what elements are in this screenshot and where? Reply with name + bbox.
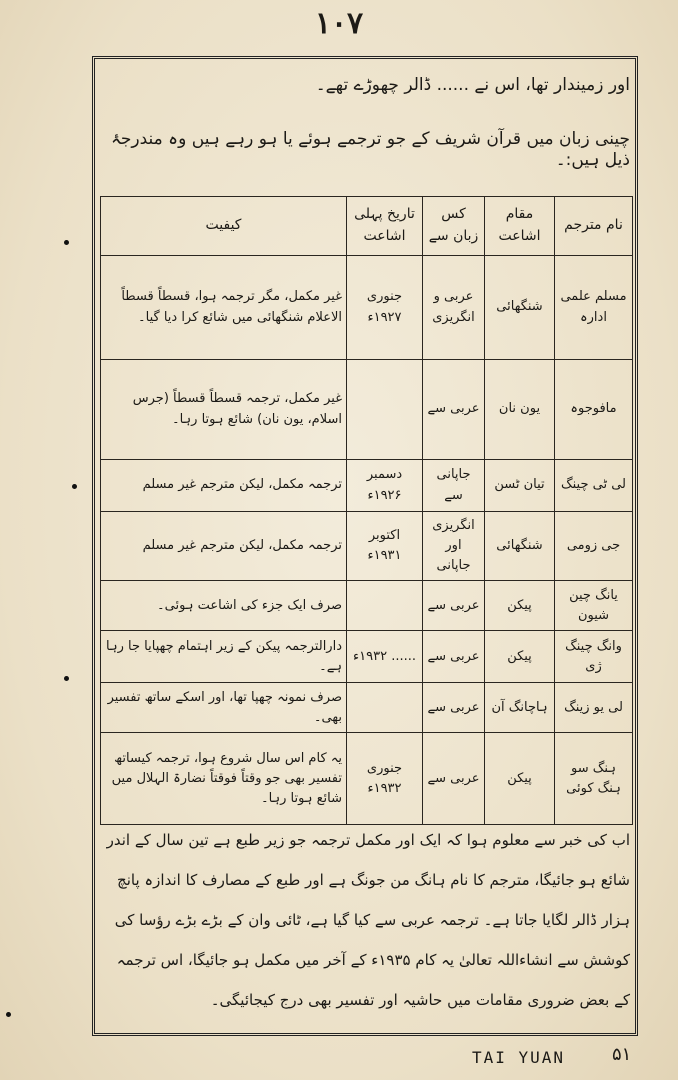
cell-place: یون نان <box>485 360 555 460</box>
header-publication-place: مقام اشاعت <box>485 197 555 256</box>
cell-remarks: یہ کام اس سال شروع ہوا، ترجمہ کیساتھ تفسیر بھی جو وقتاً فوقتاً نضارۃ الہلال میں شائع ہوتا رہا۔ <box>101 733 347 825</box>
cell-remarks: غیر مکمل، ترجمہ قسطاً قسطاً (جرس اسلام، یون نان) شائع ہوتا رہا۔ <box>101 360 347 460</box>
header-source-language: کس زبان سے <box>423 197 485 256</box>
cell-place: شنگھائی <box>485 256 555 360</box>
cell-language: جاپانی سے <box>423 460 485 512</box>
table-row <box>101 460 633 512</box>
table-header-row <box>101 197 633 256</box>
ink-dot <box>72 484 77 489</box>
intro-line-1: اور زمیندار تھا، اس نے ...... ڈالر چھوڑے تھے۔ <box>315 75 630 95</box>
cell-remarks: دارالترجمہ پیکن کے زیر اہتمام چھپایا جا رہا ہے۔ <box>101 631 347 683</box>
page-footer <box>0 1040 678 1070</box>
cell-date <box>347 683 423 733</box>
cell-date: ...... ۱۹۳۲ء <box>347 631 423 683</box>
cell-translator: وانگ چینگ ژی <box>555 631 633 683</box>
cell-language: انگریزی اور جاپانی <box>423 512 485 581</box>
cell-date: جنوری ۱۹۲۷ء <box>347 256 423 360</box>
cell-remarks: غیر مکمل، مگر ترجمہ ہوا، قسطاً قسطاً الاعلام شنگھائی میں شائع کرا دیا گیا۔ <box>101 256 347 360</box>
table-row <box>101 631 633 683</box>
cell-translator: مافوجوہ <box>555 360 633 460</box>
table-row <box>101 683 633 733</box>
page-number: ۱۰۷ <box>314 6 364 41</box>
ink-dot <box>6 1012 11 1017</box>
cell-remarks: صرف ایک جزء کی اشاعت ہوئی۔ <box>101 581 347 631</box>
footer-number: ۵۱ <box>612 1044 632 1065</box>
footnote-paragraph: اب کی خبر سے معلوم ہوا کہ ایک اور مکمل ترجمہ جو زیر طبع ہے تین سال کے اندر شائع ہو جائیگا، مترجم کا نام ہانگ من جونگ ہے اور طبع کے مصارف کا اندازہ پانچ ہزار ڈالر لگایا جاتا ہے۔ ترجمہ عربی سے کیا گیا ہے، ٹائی وان کے بڑے بڑے رؤسا کی کوشش سے انشاءاللہ تعالیٰ یہ کام ۱۹۳۵ء کے آخر میں مکمل ہو جائیگا، اس ترجمہ کے بعض ضروری مقامات میں حاشیہ اور تفسیر بھی درج کیجائیگی۔ <box>106 831 630 1009</box>
table-row <box>101 256 633 360</box>
cell-translator: جی زومی <box>555 512 633 581</box>
cell-date <box>347 360 423 460</box>
running-footer-name: TAI YUAN <box>472 1048 566 1067</box>
cell-translator: لی یو زینگ <box>555 683 633 733</box>
table-row <box>101 733 633 825</box>
cell-language: عربی سے <box>423 581 485 631</box>
cell-remarks: صرف نمونہ چھپا تھا، اور اسکے ساتھ تفسیر بھی۔ <box>101 683 347 733</box>
cell-language: عربی سے <box>423 631 485 683</box>
cell-date: اکتوبر ۱۹۳۱ء <box>347 512 423 581</box>
table-row <box>101 581 633 631</box>
cell-translator: لی ٹی چینگ <box>555 460 633 512</box>
cell-place: تیان ٹسن <box>485 460 555 512</box>
cell-translator: مسلم علمی ادارہ <box>555 256 633 360</box>
ink-dot <box>64 676 69 681</box>
header-remarks: کیفیت <box>101 197 347 256</box>
cell-date: دسمبر ۱۹۲۶ء <box>347 460 423 512</box>
cell-date <box>347 581 423 631</box>
cell-language: عربی و انگریزی <box>423 256 485 360</box>
cell-language: عربی سے <box>423 733 485 825</box>
cell-place: پیکن <box>485 581 555 631</box>
header-translator: نام مترجم <box>555 197 633 256</box>
header-first-publication-date: تاریخ پہلی اشاعت <box>347 197 423 256</box>
translations-table <box>100 196 633 825</box>
table-row <box>101 512 633 581</box>
table-row <box>101 360 633 460</box>
cell-date: جنوری ۱۹۳۲ء <box>347 733 423 825</box>
cell-language: عربی سے <box>423 683 485 733</box>
ink-dot <box>64 240 69 245</box>
cell-place: پیکن <box>485 733 555 825</box>
cell-language: عربی سے <box>423 360 485 460</box>
cell-translator: یانگ چین شیون <box>555 581 633 631</box>
cell-place: شنگھائی <box>485 512 555 581</box>
cell-translator: ہنگ سو ہنگ کوئی <box>555 733 633 825</box>
cell-place: ہاچانگ آن <box>485 683 555 733</box>
intro-line-2: چینی زبان میں قرآن شریف کے جو ترجمے ہوئے یا ہو رہے ہیں وہ مندرجۂ ذیل ہیں:۔ <box>110 129 630 170</box>
cell-place: پیکن <box>485 631 555 683</box>
cell-remarks: ترجمہ مکمل، لیکن مترجم غیر مسلم <box>101 512 347 581</box>
cell-remarks: ترجمہ مکمل، لیکن مترجم غیر مسلم <box>101 460 347 512</box>
